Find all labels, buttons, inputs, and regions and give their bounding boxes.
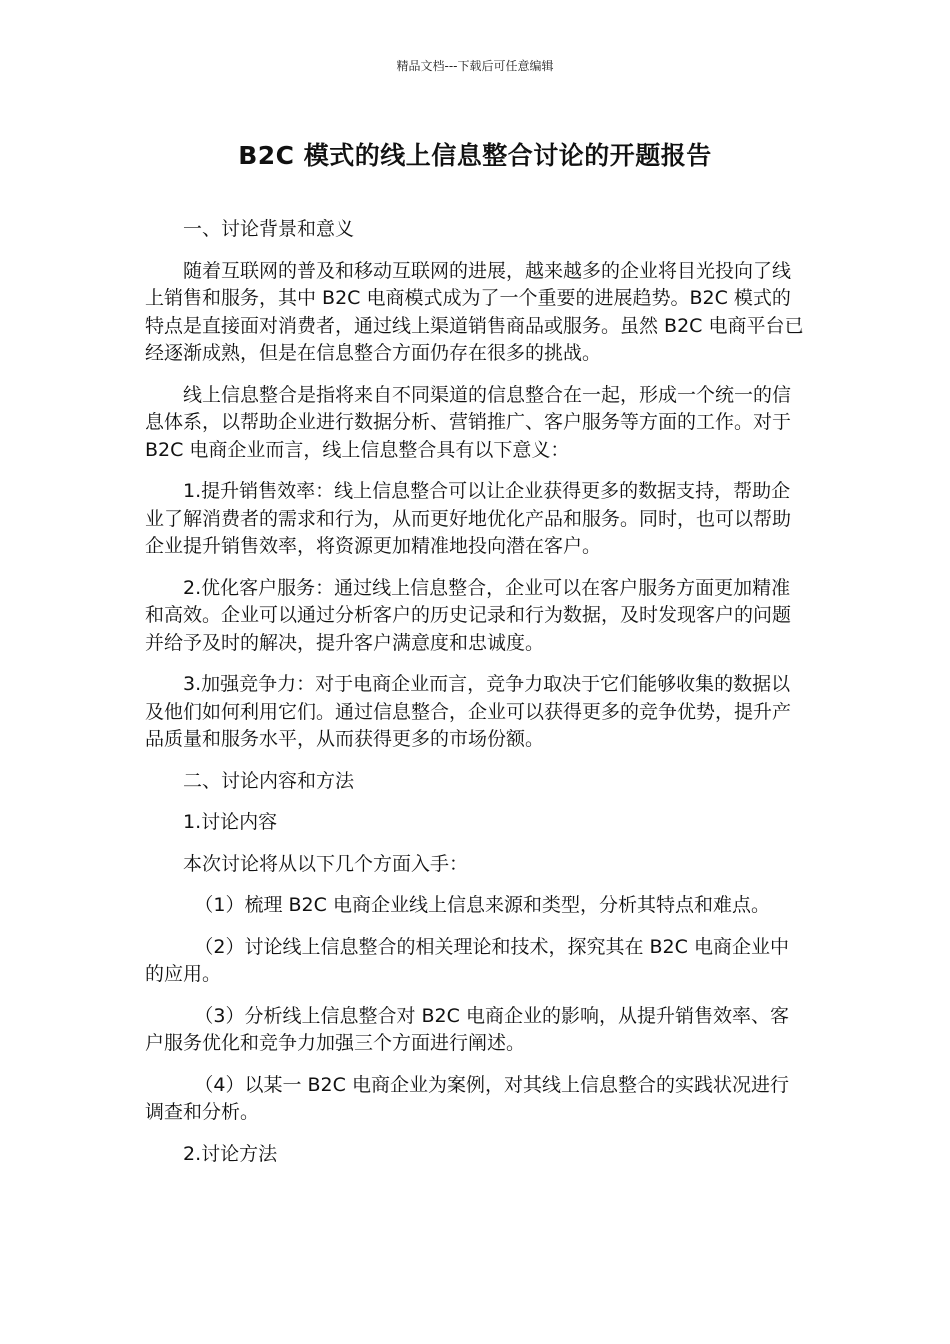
- document-body: [145, 216, 807, 1182]
- paragraph-definition: 线上信息整合是指将来自不同渠道的信息整合在一起，形成一个统一的信息体系，以帮助企业进行数据分析、营销推广、客户服务等方面的工作。对于 B2C 电商企业而言，线上信息整合具有以下意义：: [145, 383, 792, 461]
- paragraph-content-intro: 本次讨论将从以下几个方面入手：: [183, 852, 469, 875]
- list-item-1: （1）梳理 B2C 电商企业线上信息来源和类型，分析其特点和难点。: [194, 894, 770, 916]
- subheading-content: 1.讨论内容: [183, 811, 278, 833]
- document-title: B2C 模式的线上信息整合讨论的开题报告: [238, 141, 712, 170]
- paragraph-point-1: 1.提升销售效率：线上信息整合可以让企业获得更多的数据支持，帮助企业了解消费者的需求和行为，从而更好地优化产品和服务。同时，也可以帮助企业提升销售效率，将资源更加精准地投向潜在客户。: [145, 480, 792, 557]
- list-item-4: （4）以某一 B2C 电商企业为案例，对其线上信息整合的实践状况进行调查和分析。: [145, 1073, 789, 1123]
- section-heading-background: 一、讨论背景和意义: [183, 218, 355, 240]
- paragraph-point-3: 3.加强竞争力：对于电商企业而言，竞争力取决于它们能够收集的数据以及他们如何利用它们。通过信息整合，企业可以获得更多的竞争优势，提升产品质量和服务水平，从而获得更多的市场份额。: [145, 673, 792, 750]
- list-item-3: （3）分析线上信息整合对 B2C 电商企业的影响，从提升销售效率、客户服务优化和竞争力加强三个方面进行阐述。: [145, 1004, 789, 1054]
- subheading-method: 2.讨论方法: [183, 1142, 278, 1165]
- page-header: 精品文档---下载后可任意编辑: [396, 59, 554, 73]
- section-heading-content-method: 二、讨论内容和方法: [183, 769, 355, 792]
- paragraph-point-2: 2.优化客户服务：通过线上信息整合，企业可以在客户服务方面更加精准和高效。企业可以通过分析客户的历史记录和行为数据，及时发现客户的问题并给予及时的解决，提升客户满意度和忠诚度。: [145, 576, 792, 654]
- list-item-2: （2）讨论线上信息整合的相关理论和技术，探究其在 B2C 电商企业中的应用。: [145, 935, 789, 985]
- paragraph-intro: 随着互联网的普及和移动互联网的进展，越来越多的企业将目光投向了线上销售和服务，其中 B2C 电商模式成为了一个重要的进展趋势。B2C 模式的特点是直接面对消费者，通过线上渠道销售商品或服务。虽然 B2C 电商平台已经逐渐成熟，但是在信息整合方面仍存在很多的挑战。: [145, 259, 804, 364]
